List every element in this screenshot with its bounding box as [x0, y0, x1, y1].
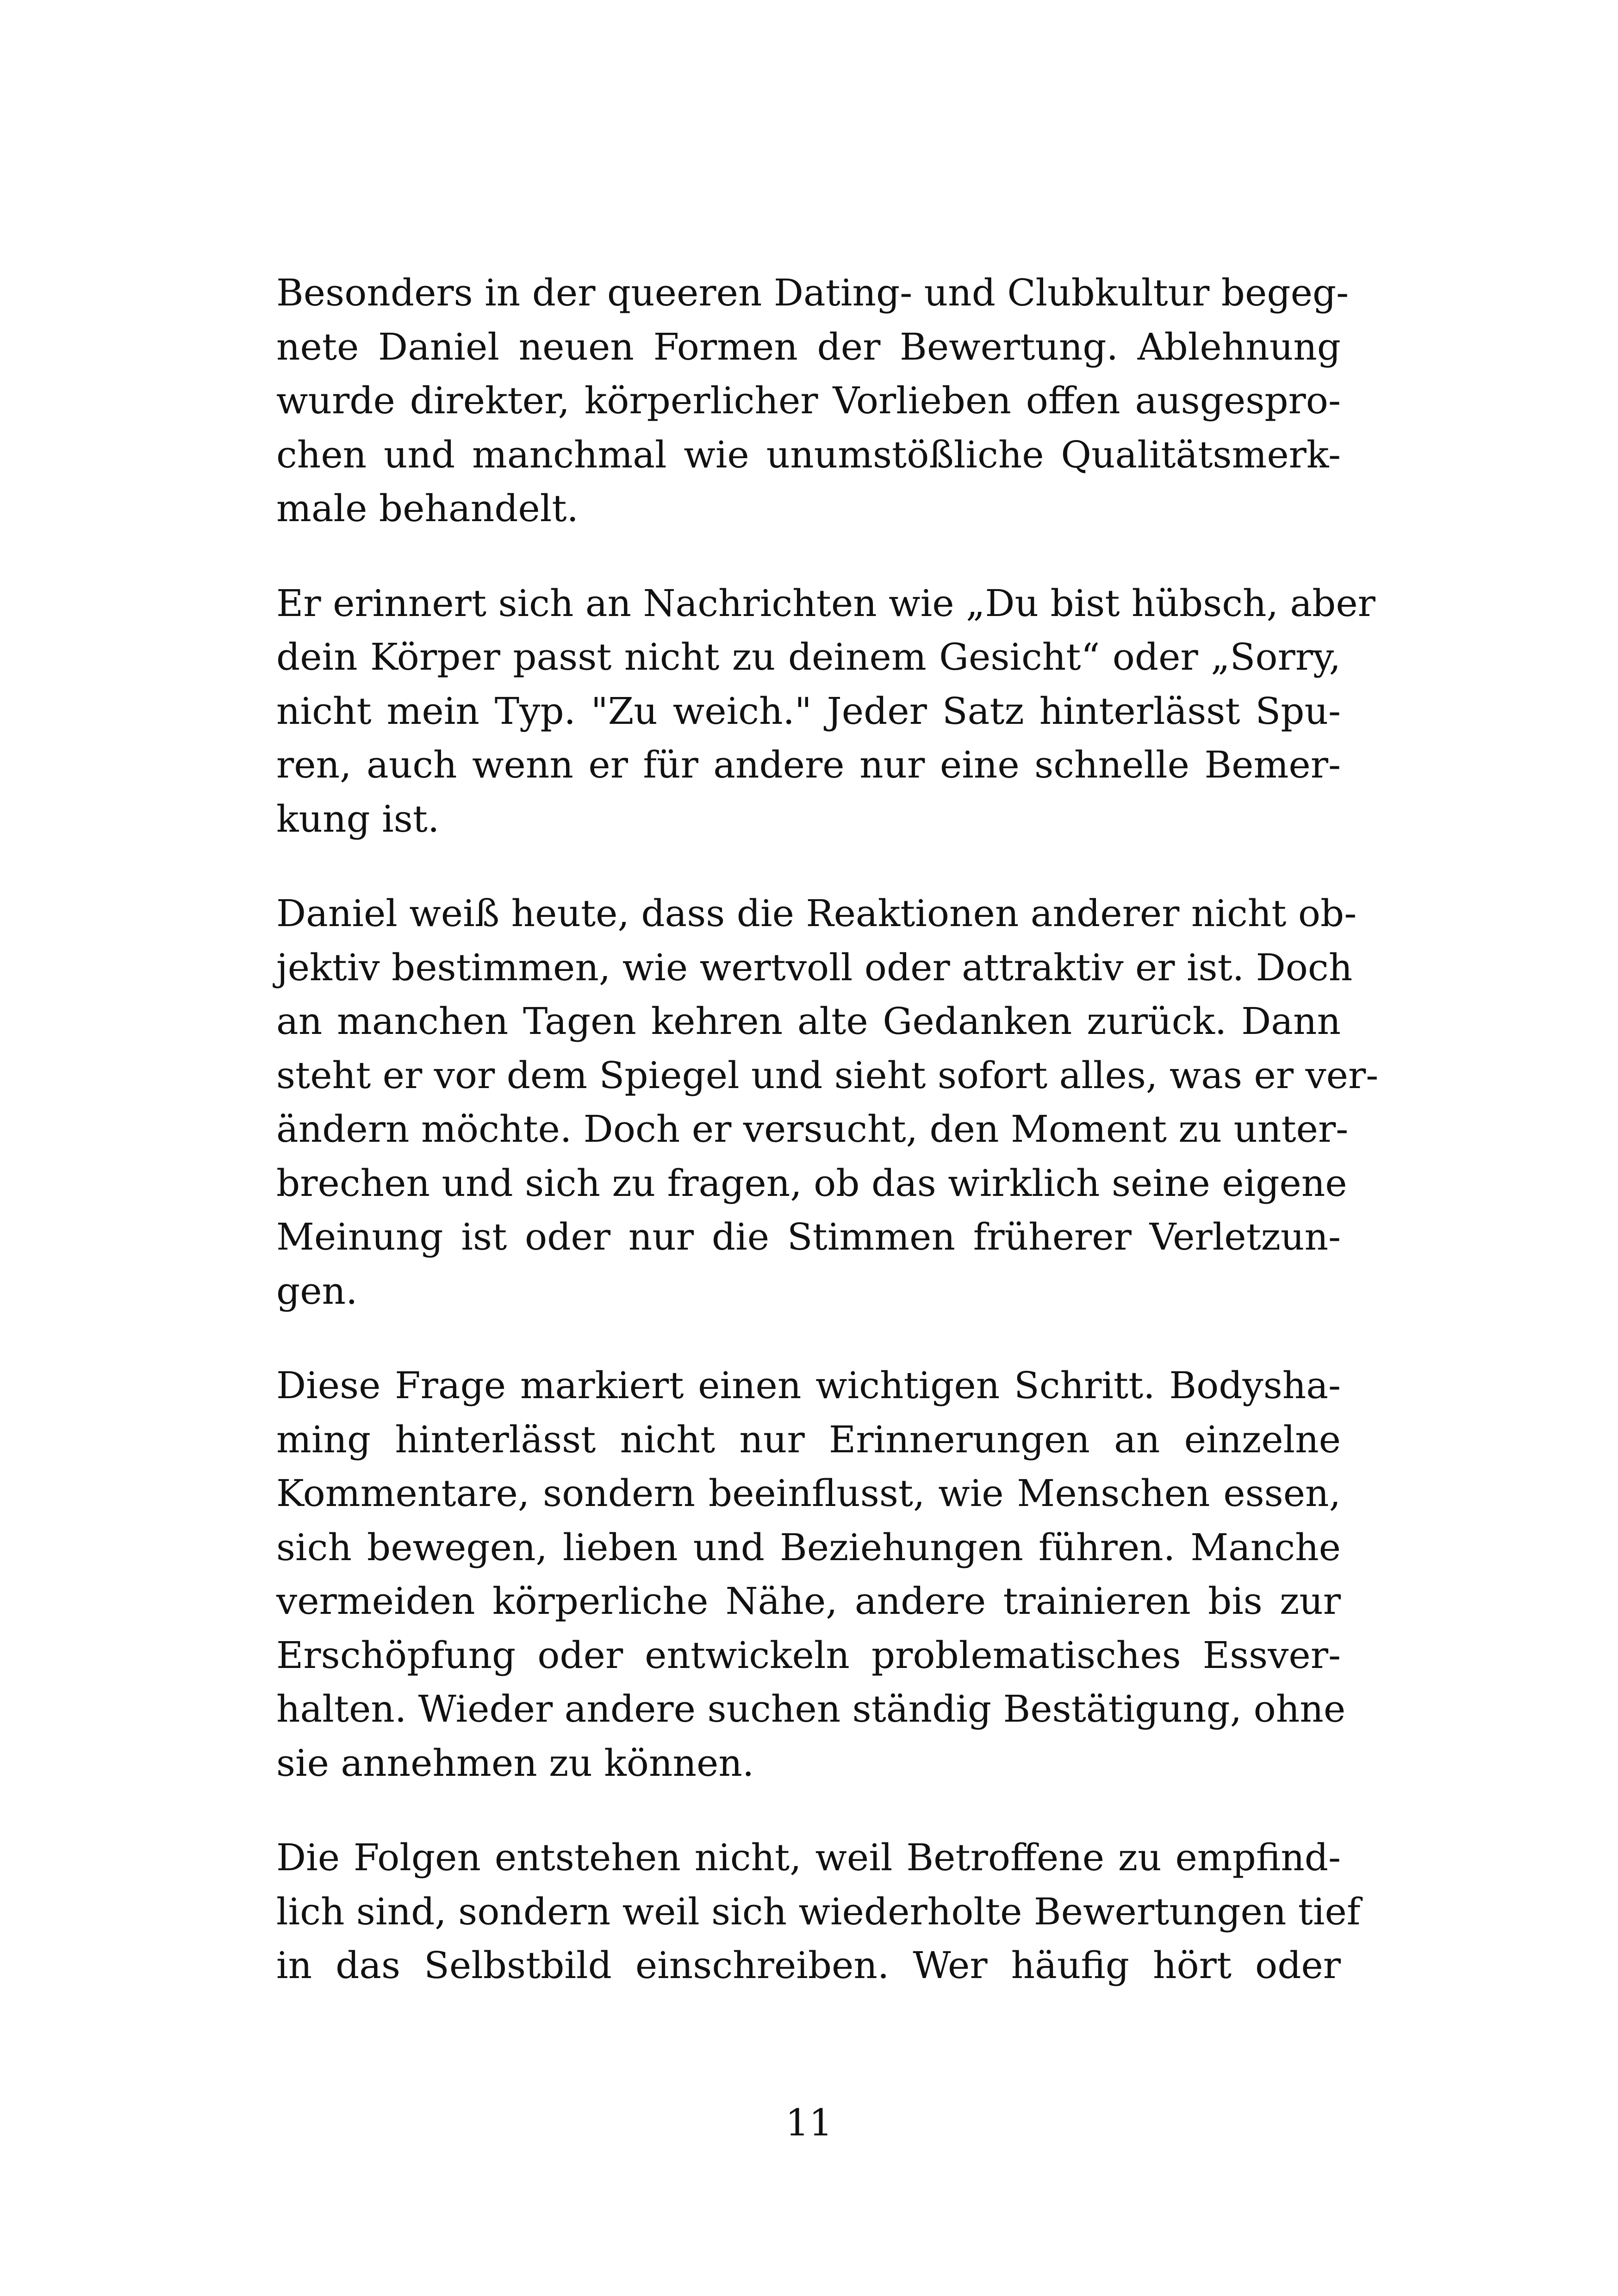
text-line: in das Selbstbild einschreiben. Wer häufig hört oder [276, 1944, 1341, 1987]
text-line: nete Daniel neuen Formen der Bewertung. Ablehnung [276, 325, 1341, 368]
text-line: wurde direkter, körperlicher Vorlieben offen ausgespro- [276, 379, 1341, 422]
text-line: halten. Wieder andere suchen ständig Bestätigung, ohne [276, 1687, 1346, 1730]
text-line: dein Körper passt nicht zu deinem Gesicht“ oder „Sorry, [276, 635, 1341, 678]
page-number: 11 [785, 2101, 833, 2144]
text-line: an manchen Tagen kehren alte Gedanken zurück. Dann [276, 1000, 1341, 1043]
text-line: Die Folgen entstehen nicht, weil Betroffene zu empfind- [276, 1836, 1341, 1879]
text-line: ren, auch wenn er für andere nur eine schnelle Bemer- [276, 743, 1341, 786]
text-line: gen. [276, 1269, 358, 1313]
text-line: vermeiden körperliche Nähe, andere trainieren bis zur [276, 1580, 1341, 1623]
text-line: sich bewegen, lieben und Beziehungen führen. Manche [276, 1525, 1341, 1569]
text-line: ändern möchte. Doch er versucht, den Moment zu unter- [276, 1108, 1349, 1151]
text-line: steht er vor dem Spiegel und sieht sofort alles, was er ver- [276, 1053, 1379, 1097]
text-line: Er erinnert sich an Nachrichten wie „Du bist hübsch, aber [276, 581, 1375, 625]
text-line: lich sind, sondern weil sich wiederholte Bewertungen tief [276, 1890, 1361, 1933]
text-line: chen und manchmal wie unumstößliche Qualitätsmerk- [276, 433, 1341, 476]
text-line: male behandelt. [276, 487, 579, 530]
text-line: sie annehmen zu können. [276, 1741, 754, 1785]
text-line: Besonders in der queeren Dating- und Clubkultur begeg- [276, 271, 1349, 314]
text-line: ming hinterlässt nicht nur Erinnerungen an einzelne [276, 1418, 1341, 1461]
paragraph-5 [276, 1831, 1361, 1993]
text-line: Diese Frage markiert einen wichtigen Schritt. Bodysha- [276, 1364, 1341, 1407]
body-text [276, 266, 1379, 2034]
text-line: Kommentare, sondern beeinflusst, wie Menschen essen, [276, 1472, 1341, 1515]
text-line: jektiv bestimmen, wie wertvoll oder attraktiv er ist. Doch [276, 946, 1353, 989]
paragraph-1 [276, 266, 1349, 536]
text-line: kung ist. [276, 797, 440, 840]
text-line: Daniel weiß heute, dass die Reaktionen anderer nicht ob- [276, 892, 1357, 935]
text-line: brechen und sich zu fragen, ob das wirklich seine eigene [276, 1161, 1347, 1205]
paragraph-2 [276, 577, 1375, 846]
text-line: Meinung ist oder nur die Stimmen früherer Verletzun- [276, 1215, 1341, 1258]
paragraph-3 [276, 887, 1379, 1318]
text-line: nicht mein Typ. "Zu weich." Jeder Satz hinterlässt Spu- [276, 689, 1341, 733]
paragraph-4 [276, 1359, 1346, 1790]
text-line: Erschöpfung oder entwickeln problematisches Essver- [276, 1633, 1341, 1677]
